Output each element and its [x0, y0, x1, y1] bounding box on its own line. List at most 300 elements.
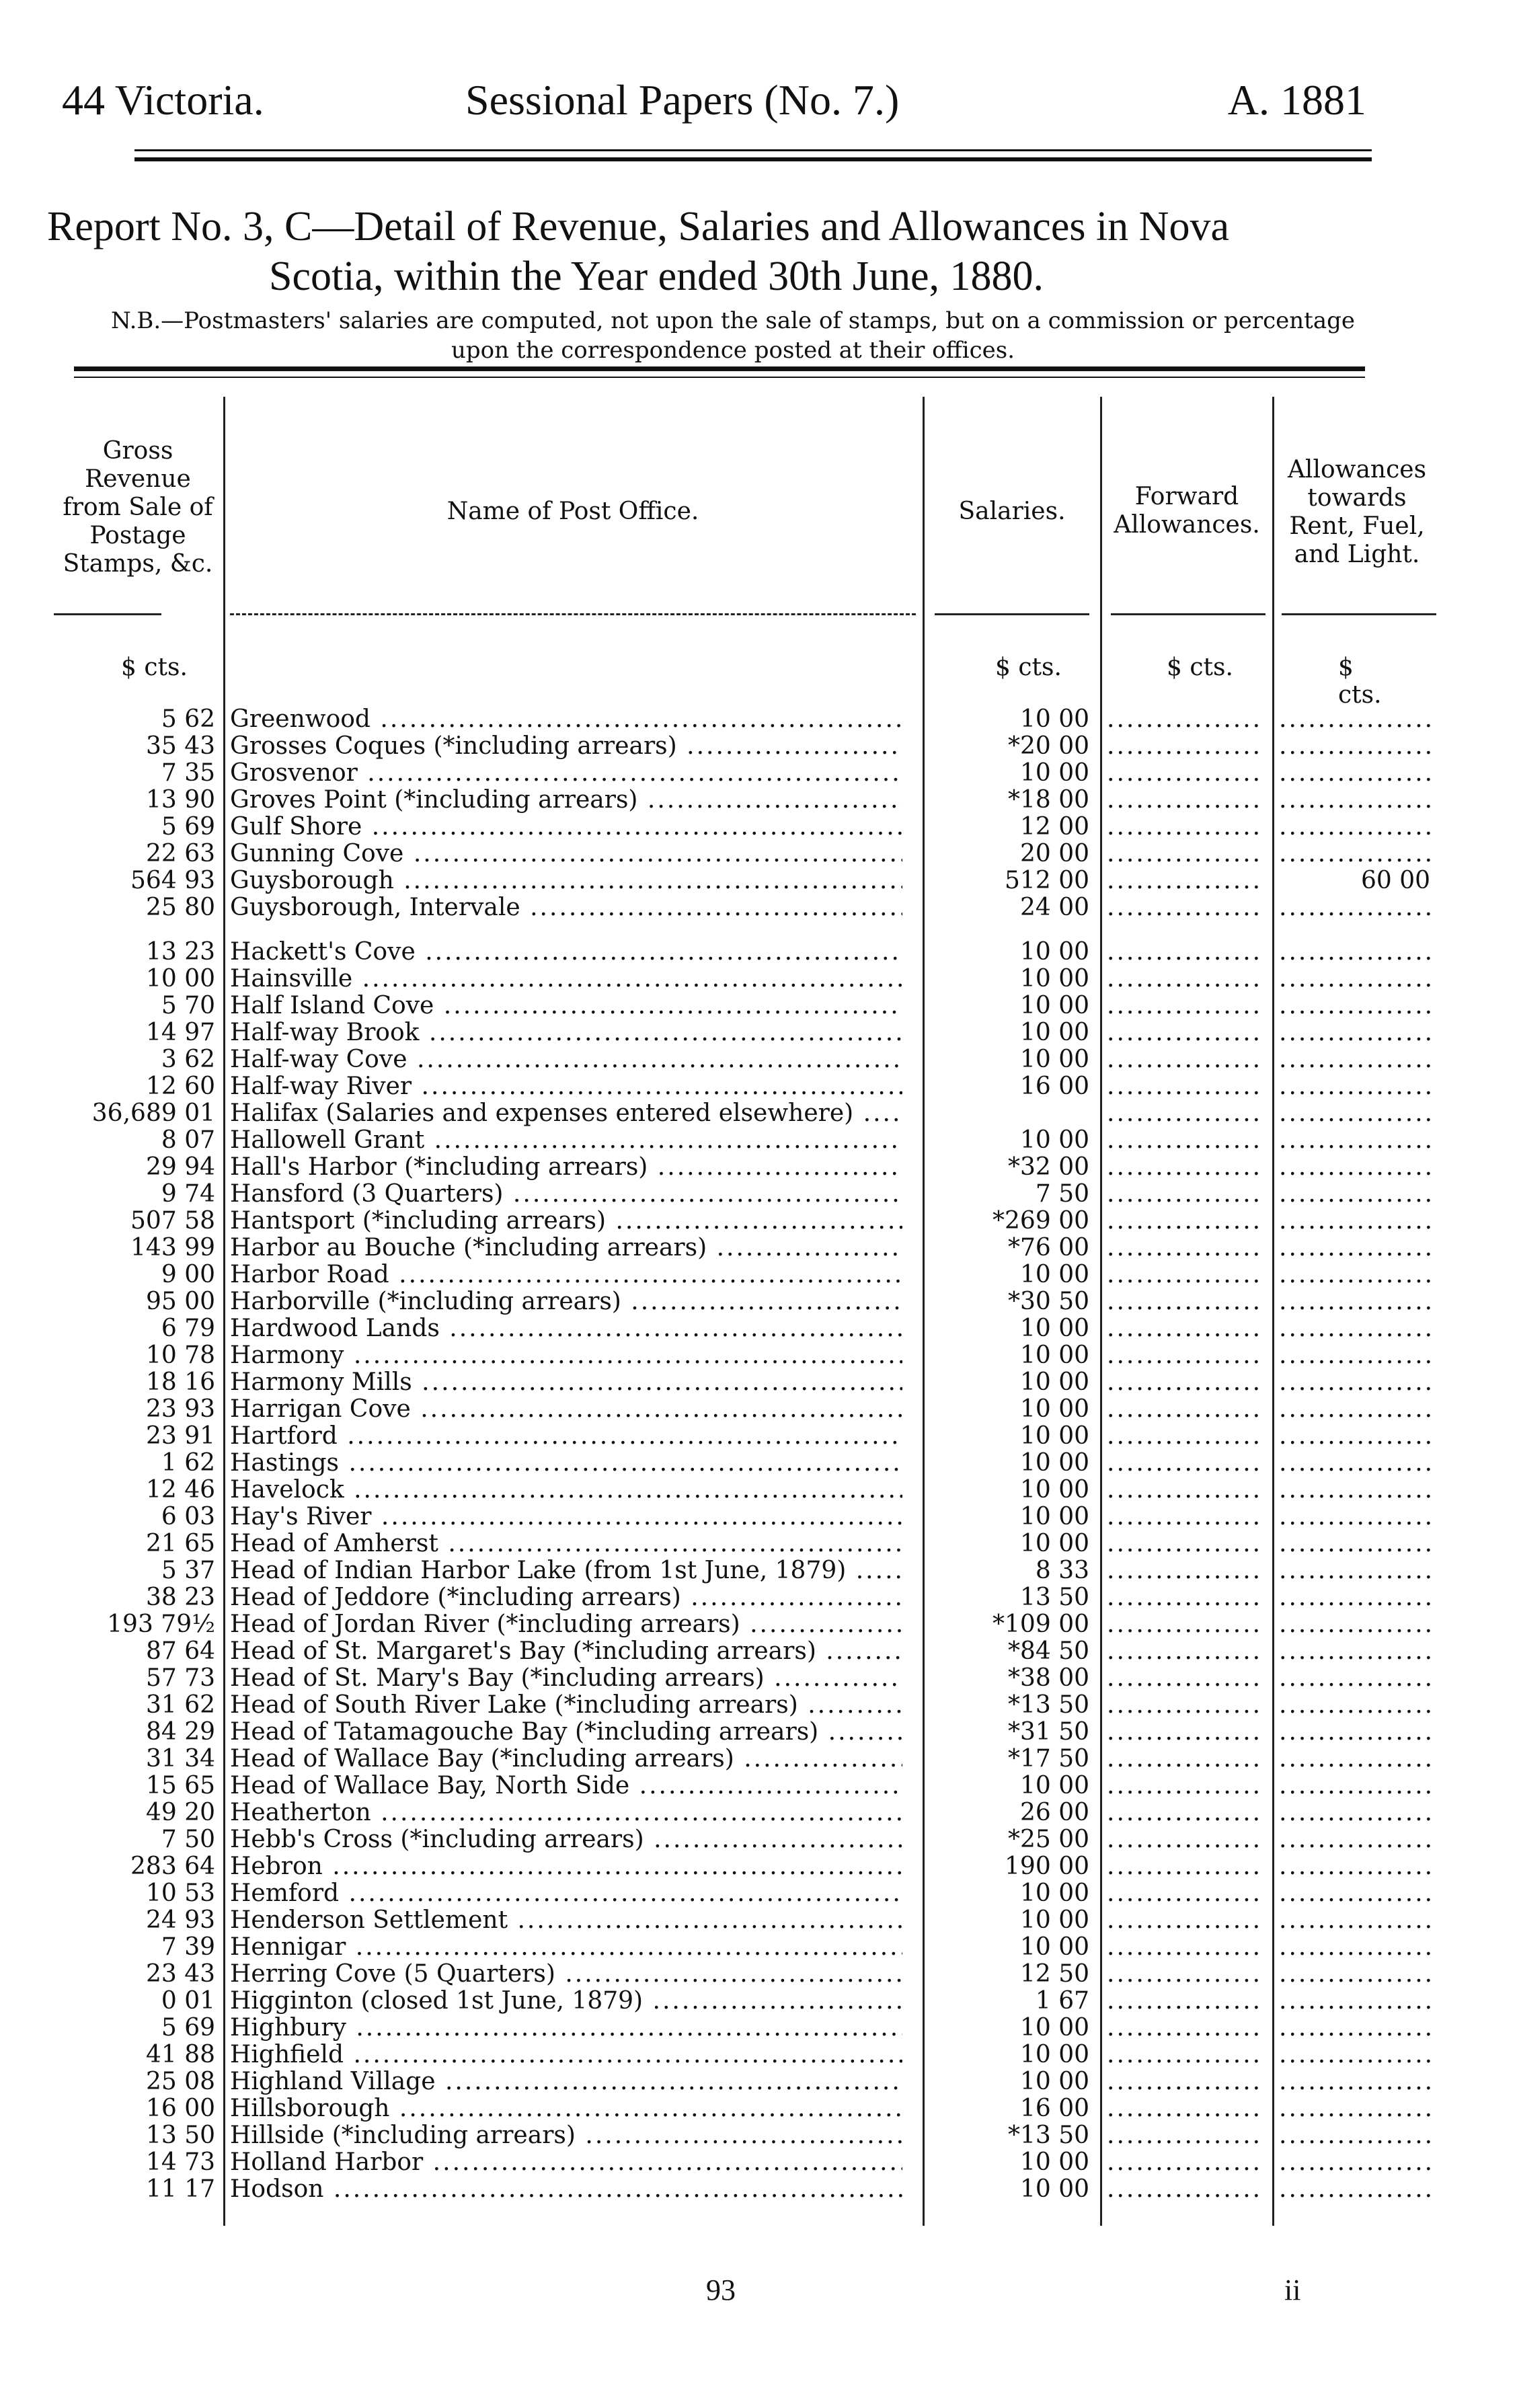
table-row	[54, 1611, 1372, 1638]
post-office-name-cell: Grosvenor .....	[230, 760, 902, 787]
gross-revenue-cell: 38 23	[145, 1584, 215, 1611]
forward-allowance-cell	[1107, 1046, 1261, 1073]
post-office-name-cell: Head of Amherst .....	[230, 1530, 902, 1557]
salary-cell: 10 00	[1019, 705, 1089, 733]
gross-revenue-cell: 5 70	[161, 992, 215, 1019]
allowance-cell	[1279, 993, 1430, 1019]
table-row	[54, 867, 1430, 894]
salary-cell: 12 00	[1019, 813, 1089, 841]
gross-revenue-cell: 6 79	[161, 1315, 215, 1342]
post-office-name-cell: Guysborough, Intervale .....	[230, 894, 902, 921]
allowance-cell	[1279, 1853, 1430, 1880]
post-office-name-cell: Hebb's Cross (*including arrears) .....	[230, 1826, 902, 1853]
forward-allowance-cell	[1107, 1423, 1261, 1450]
post-office-name-cell: Head of Indian Harbor Lake (from 1st June, 1879) .....	[230, 1557, 902, 1584]
forward-allowance-cell	[1107, 894, 1261, 921]
gross-revenue-cell: 10 78	[145, 1342, 215, 1369]
allowance-cell	[1279, 1100, 1430, 1127]
gross-revenue-cell: 9 00	[161, 1261, 215, 1288]
table-row	[54, 841, 1372, 867]
allowance-cell	[1279, 1396, 1430, 1423]
salary-cell: 10 00	[1019, 1449, 1089, 1477]
units-gross: $ cts.	[121, 654, 188, 681]
salary-cell: *20 00	[1007, 732, 1089, 760]
table-row	[54, 733, 1372, 760]
allowance-cell	[1279, 1261, 1430, 1288]
table-row	[54, 1450, 1372, 1477]
forward-allowance-cell	[1107, 1127, 1261, 1154]
salary-cell: *109 00	[992, 1610, 1089, 1638]
post-office-name-cell: Highbury .....	[230, 2015, 902, 2042]
table-row	[54, 1799, 1372, 1826]
gross-revenue-cell: 23 43	[145, 1960, 215, 1988]
salary-cell: 10 00	[1019, 1342, 1089, 1369]
gross-revenue-cell: 16 00	[145, 2095, 215, 2122]
salary-cell: 10 00	[1019, 1126, 1089, 1154]
post-office-name-cell: Head of Tatamagouche Bay (*including arrears) .....	[230, 1719, 902, 1746]
salary-cell: 10 00	[1019, 1906, 1089, 1934]
post-office-name-cell: Head of South River Lake (*including arrears) .....	[230, 1692, 902, 1719]
gross-revenue-cell: 12 46	[145, 1476, 215, 1504]
gross-revenue-cell: 0 01	[161, 1987, 215, 2015]
column-header-gross: Gross Revenue from Sale of Postage Stamps, &c.	[63, 437, 213, 578]
post-office-name-cell: Groves Point (*including arrears) .....	[230, 787, 902, 814]
post-office-name-cell: Holland Harbor .....	[230, 2149, 902, 2176]
post-office-name-cell: Havelock .....	[230, 1477, 902, 1504]
column-header-salaries: Salaries.	[958, 498, 1066, 525]
allowance-cell	[1279, 1988, 1430, 2015]
post-office-name-cell: Head of Wallace Bay, North Side .....	[230, 1773, 902, 1799]
salary-cell: 10 00	[1019, 2014, 1089, 2042]
header-center: Sessional Papers (No. 7.)	[465, 76, 900, 124]
forward-allowance-cell	[1107, 1719, 1261, 1746]
table-row	[54, 1100, 1372, 1127]
table-row	[54, 1208, 1372, 1235]
table-row	[54, 1880, 1372, 1907]
allowance-cell	[1279, 1181, 1430, 1208]
post-office-name-cell: Harmony Mills .....	[230, 1369, 902, 1396]
post-office-name-cell: Harrigan Cove .....	[230, 1396, 902, 1423]
salary-cell: *25 00	[1007, 1826, 1089, 1853]
post-office-name-cell: Heatherton .....	[230, 1799, 902, 1826]
post-office-name-cell: Head of Jordan River (*including arrears) .....	[230, 1611, 902, 1638]
forward-allowance-cell	[1107, 867, 1261, 894]
forward-allowance-cell	[1107, 1773, 1261, 1799]
header-separator	[54, 613, 161, 615]
salary-cell: 1 67	[1035, 1987, 1089, 2015]
gross-revenue-cell: 31 62	[145, 1691, 215, 1719]
post-office-name-cell: Hebron .....	[230, 1853, 902, 1880]
report-title	[47, 202, 1392, 301]
table-body	[54, 705, 1430, 2203]
salary-cell: 10 00	[1019, 1476, 1089, 1504]
salary-cell: *84 50	[1007, 1637, 1089, 1665]
salary-cell: 10 00	[1019, 2175, 1089, 2203]
gross-revenue-cell: 5 37	[161, 1557, 215, 1584]
table-row	[54, 1665, 1372, 1692]
salary-cell: 10 00	[1019, 1368, 1089, 1396]
allowance-cell	[1279, 733, 1430, 760]
title-rule-thick	[74, 366, 1365, 371]
gross-revenue-cell: 13 23	[145, 938, 215, 966]
column-header-forward: Forward Allowances.	[1114, 483, 1260, 539]
allowance-cell	[1279, 1423, 1430, 1450]
post-office-name-cell: Harborville (*including arrears) .....	[230, 1288, 902, 1315]
post-office-name-cell: Hay's River .....	[230, 1504, 902, 1530]
post-office-name-cell: Half Island Cove .....	[230, 993, 902, 1019]
salary-cell: 10 00	[1019, 1261, 1089, 1288]
units-allowances: $ cts.	[1338, 654, 1382, 709]
salary-cell: 26 00	[1019, 1799, 1089, 1826]
allowance-cell	[1279, 2068, 1430, 2095]
table-row	[54, 787, 1372, 814]
salary-cell: 10 00	[1019, 992, 1089, 1019]
page-header	[62, 75, 1380, 129]
table-row	[54, 1477, 1372, 1504]
salary-cell: 16 00	[1019, 1073, 1089, 1100]
allowance-cell	[1279, 1019, 1430, 1046]
allowance-cell	[1279, 2122, 1430, 2149]
gross-revenue-cell: 12 60	[145, 1073, 215, 1100]
allowance-cell	[1279, 1477, 1430, 1504]
post-office-name-cell: Harbor Road .....	[230, 1261, 902, 1288]
forward-allowance-cell	[1107, 966, 1261, 993]
title-rule-thin	[74, 377, 1365, 378]
gross-revenue-cell: 3 62	[161, 1046, 215, 1073]
post-office-name-cell: Hemford .....	[230, 1880, 902, 1907]
gross-revenue-cell: 95 00	[145, 1288, 215, 1315]
allowance-cell	[1279, 1315, 1430, 1342]
allowance-cell	[1279, 1127, 1430, 1154]
forward-allowance-cell	[1107, 2015, 1261, 2042]
table-row	[54, 1073, 1372, 1100]
table-row	[54, 1504, 1372, 1530]
gross-revenue-cell: 7 35	[161, 759, 215, 787]
gross-revenue-cell: 10 00	[145, 965, 215, 993]
forward-allowance-cell	[1107, 1477, 1261, 1504]
allowance-cell	[1279, 1557, 1430, 1584]
post-office-name-cell: Hantsport (*including arrears) .....	[230, 1208, 902, 1235]
header-rule-top	[134, 149, 1372, 151]
salary-cell: 10 00	[1019, 2068, 1089, 2095]
post-office-name-cell: Hennigar .....	[230, 1934, 902, 1961]
salary-cell: 10 00	[1019, 938, 1089, 966]
salary-cell: 10 00	[1019, 1530, 1089, 1557]
table-row	[54, 2122, 1372, 2149]
post-office-name-cell: Herring Cove (5 Quarters) .....	[230, 1961, 902, 1988]
gross-revenue-cell: 13 50	[145, 2122, 215, 2149]
forward-allowance-cell	[1107, 1288, 1261, 1315]
forward-allowance-cell	[1107, 1208, 1261, 1235]
post-office-name-cell: Hall's Harbor (*including arrears) .....	[230, 1154, 902, 1181]
post-office-name-cell: Hastings .....	[230, 1450, 902, 1477]
salary-cell: *38 00	[1007, 1664, 1089, 1692]
units-salaries: $ cts.	[995, 654, 1062, 681]
post-office-name-cell: Gunning Cove .....	[230, 841, 902, 867]
gross-revenue-cell: 84 29	[145, 1718, 215, 1746]
post-office-name-cell: Hainsville .....	[230, 966, 902, 993]
forward-allowance-cell	[1107, 760, 1261, 787]
table-row	[54, 1584, 1372, 1611]
salary-cell: *18 00	[1007, 786, 1089, 814]
forward-allowance-cell	[1107, 1369, 1261, 1396]
allowance-cell	[1279, 1208, 1430, 1235]
allowance-cell	[1279, 1826, 1430, 1853]
gross-revenue-cell: 25 08	[145, 2068, 215, 2095]
salary-cell: *17 50	[1007, 1745, 1089, 1773]
allowance-cell	[1279, 1584, 1430, 1611]
allowance-cell	[1279, 1046, 1430, 1073]
gross-revenue-cell: 22 63	[145, 840, 215, 867]
allowance-cell	[1279, 1773, 1430, 1799]
post-office-name-cell: Head of St. Margaret's Bay (*including arrears) .....	[230, 1638, 902, 1665]
allowance-cell	[1279, 2095, 1430, 2122]
allowance-cell	[1279, 1880, 1430, 1907]
table-row	[54, 966, 1372, 993]
table-row	[54, 2042, 1372, 2068]
allowance-cell	[1279, 1073, 1430, 1100]
salary-cell: 10 00	[1019, 1046, 1089, 1073]
allowance-cell	[1279, 1638, 1430, 1665]
table-row	[54, 2068, 1372, 2095]
forward-allowance-cell	[1107, 1826, 1261, 1853]
gross-revenue-cell: 9 74	[161, 1180, 215, 1208]
forward-allowance-cell	[1107, 1100, 1261, 1127]
post-office-name-cell: Higginton (closed 1st June, 1879) .....	[230, 1988, 902, 2015]
allowance-cell	[1279, 841, 1430, 867]
forward-allowance-cell	[1107, 1261, 1261, 1288]
forward-allowance-cell	[1107, 1934, 1261, 1961]
allowance-cell	[1279, 1746, 1430, 1773]
gross-revenue-cell: 14 73	[145, 2148, 215, 2176]
gross-revenue-cell: 7 39	[161, 1933, 215, 1961]
table-row	[54, 1181, 1372, 1208]
header-left: 44 Victoria.	[62, 76, 264, 124]
allowance-cell	[1279, 2149, 1430, 2176]
salary-cell: 10 00	[1019, 965, 1089, 993]
allowance-cell	[1279, 1611, 1430, 1638]
allowance-cell	[1279, 1288, 1430, 1315]
header-right: A. 1881	[1227, 76, 1366, 124]
table-row	[54, 1907, 1372, 1934]
gross-revenue-cell: 193 79½	[107, 1610, 215, 1638]
forward-allowance-cell	[1107, 1746, 1261, 1773]
salary-cell: 10 00	[1019, 1395, 1089, 1423]
salary-cell: 190 00	[1005, 1853, 1089, 1880]
forward-allowance-cell	[1107, 1584, 1261, 1611]
table-row	[54, 1719, 1372, 1746]
table-row	[54, 1154, 1372, 1181]
gross-revenue-cell: 11 17	[145, 2175, 215, 2203]
forward-allowance-cell	[1107, 1342, 1261, 1369]
header-separator	[1111, 613, 1265, 615]
post-office-name-cell: Hardwood Lands .....	[230, 1315, 902, 1342]
post-office-name-cell: Hartford .....	[230, 1423, 902, 1450]
salary-cell: *31 50	[1007, 1718, 1089, 1746]
forward-allowance-cell	[1107, 1396, 1261, 1423]
post-office-name-cell: Harmony .....	[230, 1342, 902, 1369]
allowance-cell	[1279, 2176, 1430, 2203]
forward-allowance-cell	[1107, 993, 1261, 1019]
page-signature: ii	[1284, 2274, 1301, 2306]
post-office-name-cell: Head of Wallace Bay (*including arrears) .....	[230, 1746, 902, 1773]
allowance-cell	[1279, 2015, 1430, 2042]
gross-revenue-cell: 5 62	[161, 705, 215, 733]
gross-revenue-cell: 41 88	[145, 2041, 215, 2068]
table-row	[54, 1046, 1372, 1073]
allowance-cell	[1279, 1369, 1430, 1396]
post-office-name-cell: Halifax (Salaries and expenses entered elsewhere) .....	[230, 1100, 902, 1127]
gross-revenue-cell: 13 90	[145, 786, 215, 814]
salary-cell: 10 00	[1019, 2041, 1089, 2068]
gross-revenue-cell: 283 64	[130, 1853, 215, 1880]
salary-cell: 10 00	[1019, 1422, 1089, 1450]
forward-allowance-cell	[1107, 1988, 1261, 2015]
salary-cell: 10 00	[1019, 1019, 1089, 1046]
table-row	[54, 1692, 1372, 1719]
allowance-cell	[1279, 787, 1430, 814]
salary-cell: *30 50	[1007, 1288, 1089, 1315]
allowance-cell	[1279, 814, 1430, 841]
allowance-cell	[1279, 1530, 1430, 1557]
salary-cell: *13 50	[1007, 2122, 1089, 2149]
table-row	[54, 1773, 1372, 1799]
gross-revenue-cell: 5 69	[161, 813, 215, 841]
table-row	[54, 1826, 1372, 1853]
salary-cell: 10 00	[1019, 1879, 1089, 1907]
post-office-name-cell: Half-way Brook .....	[230, 1019, 902, 1046]
table-row	[54, 1315, 1372, 1342]
gross-revenue-cell: 24 93	[145, 1906, 215, 1934]
table-row	[54, 2149, 1372, 2176]
salary-cell: 24 00	[1019, 894, 1089, 921]
units-forward: $ cts.	[1167, 654, 1233, 681]
post-office-name-cell: Half-way Cove .....	[230, 1046, 902, 1073]
forward-allowance-cell	[1107, 1853, 1261, 1880]
gross-revenue-cell: 507 58	[130, 1207, 215, 1235]
forward-allowance-cell	[1107, 1557, 1261, 1584]
gross-revenue-cell: 25 80	[145, 894, 215, 921]
forward-allowance-cell	[1107, 2068, 1261, 2095]
salary-cell: 7 50	[1035, 1180, 1089, 1208]
allowance-cell	[1279, 1799, 1430, 1826]
forward-allowance-cell	[1107, 814, 1261, 841]
gross-revenue-cell: 7 50	[161, 1826, 215, 1853]
gross-revenue-cell: 35 43	[145, 732, 215, 760]
table-row	[54, 1342, 1372, 1369]
report-title-line2: Scotia, within the Year ended 30th June, 1880.	[269, 254, 1044, 299]
header-rule-bottom	[134, 157, 1372, 161]
allowance-cell	[1279, 1504, 1430, 1530]
gross-revenue-cell: 143 99	[130, 1234, 215, 1261]
allowance-cell: 60 00	[1360, 867, 1430, 894]
allowance-cell	[1279, 1907, 1430, 1934]
report-title-line1: Report No. 3, C—Detail of Revenue, Salaries and Allowances in Nova	[47, 204, 1229, 249]
gross-revenue-cell: 8 07	[161, 1126, 215, 1154]
forward-allowance-cell	[1107, 1019, 1261, 1046]
gross-revenue-cell: 15 65	[145, 1772, 215, 1799]
page-number: 93	[706, 2274, 736, 2306]
table-row	[54, 1288, 1372, 1315]
page-footer	[0, 2273, 1519, 2313]
forward-allowance-cell	[1107, 706, 1261, 733]
forward-allowance-cell	[1107, 1530, 1261, 1557]
table-row	[54, 706, 1372, 733]
gross-revenue-cell: 14 97	[145, 1019, 215, 1046]
salary-cell: 16 00	[1019, 2095, 1089, 2122]
table-row	[54, 939, 1372, 966]
table-row	[54, 1423, 1372, 1450]
forward-allowance-cell	[1107, 1315, 1261, 1342]
gross-revenue-cell: 57 73	[145, 1664, 215, 1692]
salary-cell: 13 50	[1019, 1584, 1089, 1611]
post-office-name-cell: Greenwood .....	[230, 706, 902, 733]
revenue-table	[54, 397, 1430, 2212]
post-office-name-cell: Harbor au Bouche (*including arrears) .....	[230, 1235, 902, 1261]
post-office-name-cell: Highfield .....	[230, 2042, 902, 2068]
column-header-name: Name of Post Office.	[446, 498, 699, 525]
gross-revenue-cell: 6 03	[161, 1503, 215, 1530]
salary-cell: 8 33	[1035, 1557, 1089, 1584]
forward-allowance-cell	[1107, 2149, 1261, 2176]
gross-revenue-cell: 31 34	[145, 1745, 215, 1773]
table-row	[54, 814, 1372, 841]
forward-allowance-cell	[1107, 1504, 1261, 1530]
gross-revenue-cell: 23 93	[145, 1395, 215, 1423]
gross-revenue-cell: 29 94	[145, 1153, 215, 1181]
header-separator	[935, 613, 1089, 615]
header-separator	[230, 613, 916, 617]
post-office-name-cell: Gulf Shore .....	[230, 814, 902, 841]
table-row	[54, 894, 1372, 921]
allowance-cell	[1279, 1692, 1430, 1719]
allowance-cell	[1279, 1235, 1430, 1261]
forward-allowance-cell	[1107, 2176, 1261, 2203]
forward-allowance-cell	[1107, 1450, 1261, 1477]
salary-cell: 10 00	[1019, 1503, 1089, 1530]
forward-allowance-cell	[1107, 787, 1261, 814]
forward-allowance-cell	[1107, 1665, 1261, 1692]
salary-cell: *269 00	[992, 1207, 1089, 1235]
salary-cell: 20 00	[1019, 840, 1089, 867]
table-row	[54, 1396, 1372, 1423]
forward-allowance-cell	[1107, 1235, 1261, 1261]
forward-allowance-cell	[1107, 2042, 1261, 2068]
salary-cell: 512 00	[1005, 867, 1089, 894]
gross-revenue-cell: 49 20	[145, 1799, 215, 1826]
forward-allowance-cell	[1107, 733, 1261, 760]
allowance-cell	[1279, 1342, 1430, 1369]
table-row	[54, 1961, 1372, 1988]
table-row	[54, 1638, 1372, 1665]
table-row	[54, 1746, 1372, 1773]
forward-allowance-cell	[1107, 939, 1261, 966]
gross-revenue-cell: 1 62	[161, 1449, 215, 1477]
header-separator	[1282, 613, 1436, 615]
salary-cell: 12 50	[1019, 1960, 1089, 1988]
table-row	[54, 2095, 1372, 2122]
table-row	[54, 1261, 1372, 1288]
gross-revenue-cell: 87 64	[145, 1637, 215, 1665]
post-office-name-cell: Highland Village .....	[230, 2068, 902, 2095]
gross-revenue-cell: 36,689 01	[91, 1099, 215, 1127]
salary-cell: 10 00	[1019, 1315, 1089, 1342]
forward-allowance-cell	[1107, 1154, 1261, 1181]
forward-allowance-cell	[1107, 1638, 1261, 1665]
table-row	[54, 1557, 1372, 1584]
allowance-cell	[1279, 894, 1430, 921]
table-row	[54, 2176, 1372, 2203]
